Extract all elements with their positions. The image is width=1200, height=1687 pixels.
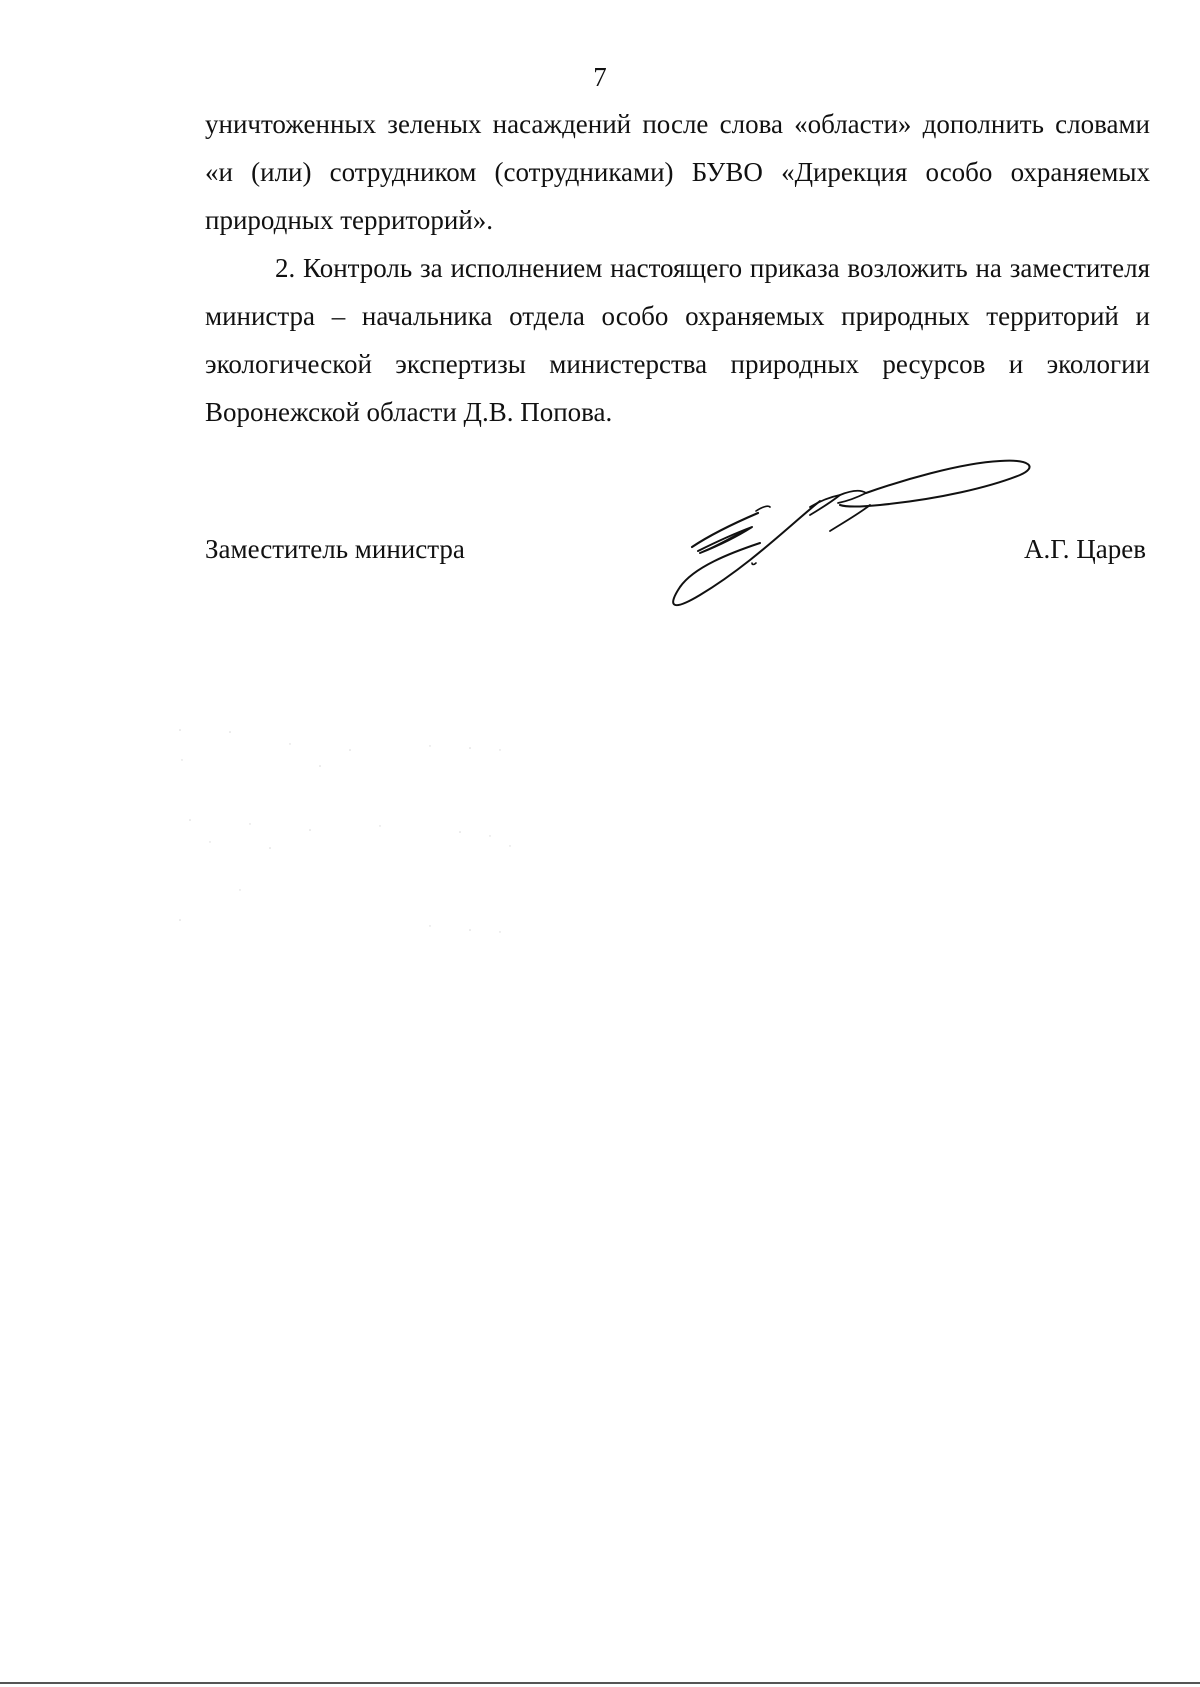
signatory-name: А.Г. Царев xyxy=(1023,534,1146,564)
page-number: 7 xyxy=(593,62,607,92)
scan-artifact-dots xyxy=(170,720,570,950)
document-body xyxy=(205,100,1150,436)
handwritten-signature xyxy=(670,455,1050,615)
scan-bottom-edge xyxy=(0,1682,1200,1684)
signatory-title: Заместитель министра xyxy=(205,534,465,564)
paragraph-2: 2. Контроль за исполнением настоящего приказа возложить на заместителя министра – начальника отдела особо охраняемых природных территорий и экологической экспертизы министерства природных ресурсов и экологии Воронежской области Д.В. Попова. xyxy=(205,253,1150,427)
paragraph-continuation: уничтоженных зеленых насаждений после слова «области» дополнить словами «и (или) сотрудником (сотрудниками) БУВО «Дирекция особо охраняемых природных территорий». xyxy=(205,109,1150,235)
